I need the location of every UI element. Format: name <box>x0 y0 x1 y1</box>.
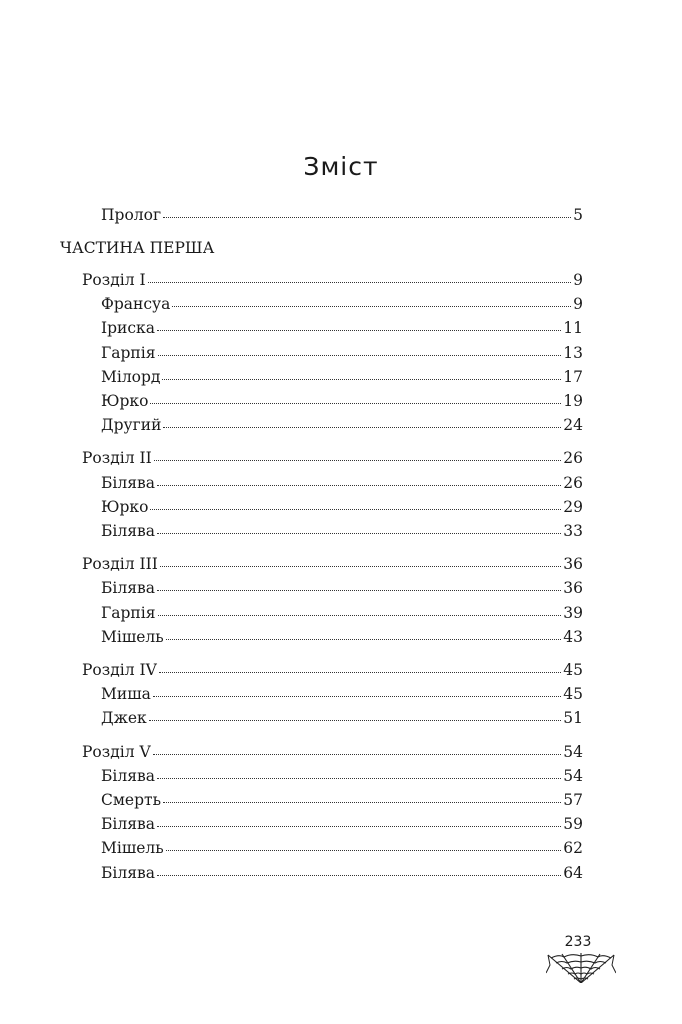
toc-entry-label: Франсуа <box>101 295 171 314</box>
toc-entry-section[interactable] <box>101 415 583 435</box>
toc-entry-section[interactable] <box>101 497 583 517</box>
dot-leader <box>163 426 561 428</box>
toc-entry-page: 33 <box>563 522 583 540</box>
toc-entry-chapter[interactable] <box>82 742 583 762</box>
toc-entry-section[interactable] <box>101 294 583 314</box>
toc-entry-section[interactable] <box>101 391 583 411</box>
dot-leader <box>166 638 562 640</box>
toc-entry-label: Смерть <box>101 791 162 809</box>
toc-entry-section[interactable] <box>101 367 583 387</box>
toc-entry-page: 59 <box>563 815 583 834</box>
dot-leader <box>159 671 561 673</box>
dot-leader <box>154 459 562 461</box>
toc-entry-page: 39 <box>563 603 583 622</box>
dot-leader <box>158 614 562 616</box>
toc-entry-page: 17 <box>563 367 583 386</box>
toc-entry-label: Білява <box>101 473 155 492</box>
toc-entry-section[interactable] <box>101 473 583 493</box>
toc-entry-page: 54 <box>563 742 583 761</box>
part-heading: ЧАСТИНА ПЕРША <box>60 239 215 257</box>
toc-entry-page: 13 <box>563 343 583 362</box>
toc-entry-section[interactable] <box>101 838 583 858</box>
dot-leader <box>157 484 561 486</box>
toc-entry-chapter[interactable] <box>82 554 583 574</box>
dot-leader <box>157 777 561 779</box>
toc-entry-page: 24 <box>563 416 583 435</box>
toc-entry-label: Юрко <box>101 497 149 516</box>
toc-entry-label: Розділ III <box>82 555 158 574</box>
dot-leader <box>162 378 561 380</box>
dot-leader <box>157 825 561 827</box>
toc-entry-label: Миша <box>101 685 151 704</box>
toc-entry-label: Білява <box>101 579 155 598</box>
toc-entry-section[interactable] <box>101 684 583 704</box>
toc-entry-page: 45 <box>563 661 583 679</box>
toc-entry-section[interactable] <box>101 318 583 338</box>
dot-leader <box>163 216 571 218</box>
dot-leader <box>157 874 561 876</box>
toc-entry-label: Пролог <box>101 206 162 224</box>
dot-leader <box>166 849 562 851</box>
toc-entry-label: Розділ V <box>82 742 151 761</box>
toc-entry-page: 57 <box>563 791 583 809</box>
toc-entry-page: 51 <box>563 709 583 728</box>
toc-entry-section[interactable] <box>101 790 583 810</box>
toc-entry-page: 26 <box>563 473 583 492</box>
toc-entry-label: Другий <box>101 416 162 435</box>
dot-leader <box>163 801 561 803</box>
toc-entry-page: 43 <box>563 627 583 646</box>
toc-entry-page: 9 <box>573 295 583 314</box>
toc-entry-page: 26 <box>563 449 583 468</box>
toc-entry-section[interactable] <box>101 766 583 786</box>
toc-entry-label: Розділ II <box>82 449 152 468</box>
toc-entry-page: 36 <box>563 579 583 598</box>
toc-entry-label: Білява <box>101 766 155 785</box>
toc-entry-label: Іриска <box>101 319 155 338</box>
dot-leader <box>157 532 561 534</box>
page-number: 233 <box>564 934 592 950</box>
toc-entry-label: Розділ IV <box>82 661 157 679</box>
toc-entry-label: Гарпія <box>101 603 156 622</box>
toc-entry-section[interactable] <box>101 578 583 598</box>
toc-entry-page: 45 <box>563 685 583 704</box>
dot-leader <box>160 565 561 567</box>
toc-entry-section[interactable] <box>101 603 583 623</box>
toc-entry-label: Юрко <box>101 392 149 410</box>
toc-entry-section[interactable] <box>101 343 583 363</box>
toc-entry-label: Білява <box>101 863 155 882</box>
toc-entry-label: Мішель <box>101 839 164 858</box>
toc-entry-label: Гарпія <box>101 343 156 362</box>
toc-entry-page: 36 <box>563 555 583 574</box>
dot-leader <box>150 508 561 510</box>
toc-entry-page: 11 <box>563 319 583 338</box>
toc-entry-label: Мілорд <box>101 367 161 386</box>
toc-entry-section[interactable] <box>101 814 583 834</box>
spider-web-icon <box>546 953 616 983</box>
dot-leader <box>157 329 561 331</box>
toc-entry-page: 9 <box>573 271 583 289</box>
toc-entry-label: Білява <box>101 815 155 834</box>
toc-entry-chapter[interactable] <box>82 448 583 468</box>
toc-entry-label: Розділ I <box>82 271 146 289</box>
toc-entry-page: 29 <box>563 497 583 516</box>
toc-entry-label: Мішель <box>101 627 164 646</box>
toc-entry-page: 54 <box>563 766 583 785</box>
dot-leader <box>153 695 561 697</box>
dot-leader <box>153 753 562 755</box>
toc-entry-section[interactable] <box>101 521 583 541</box>
toc-entry-section[interactable] <box>101 708 583 728</box>
toc-entry-page: 19 <box>563 392 583 410</box>
dot-leader <box>149 719 562 721</box>
toc-entry-chapter[interactable] <box>82 660 583 680</box>
toc-entry-label: Білява <box>101 522 155 540</box>
toc-entry-chapter[interactable] <box>82 270 583 290</box>
toc-entry-section[interactable] <box>101 627 583 647</box>
dot-leader <box>158 354 562 356</box>
toc-entry-section[interactable] <box>101 863 583 883</box>
dot-leader <box>157 589 561 591</box>
toc-entry-page: 64 <box>563 863 583 882</box>
toc-entry-prologue[interactable] <box>101 205 583 225</box>
dot-leader <box>148 281 572 283</box>
dot-leader <box>172 305 571 307</box>
toc-entry-page: 5 <box>573 206 583 224</box>
page-title: Зміст <box>303 152 379 181</box>
toc-entry-page: 62 <box>563 839 583 858</box>
toc-entry-label: Джек <box>101 709 147 728</box>
dot-leader <box>150 402 561 404</box>
